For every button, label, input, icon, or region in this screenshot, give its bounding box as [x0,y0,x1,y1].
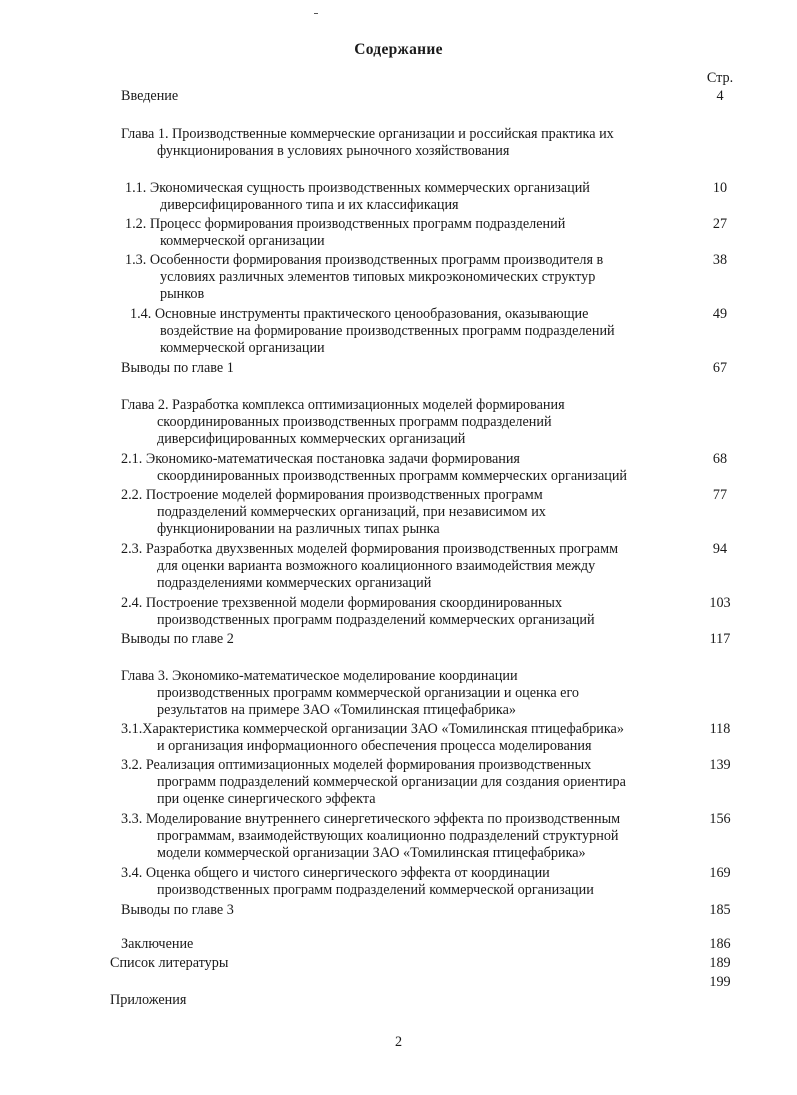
toc-conclusion-label[interactable]: Заключение [121,936,194,952]
toc-section-3-4[interactable] [121,865,594,899]
toc-page-2-3: 94 [712,541,728,557]
section-line: коммерческой организации [160,340,325,356]
section-line: функционировании на различных типах рынка [157,521,440,537]
toc-intro-page: 4 [716,88,724,104]
toc-page-3-4: 169 [709,865,731,881]
section-line: 3.2. Реализация оптимизационных моделей формирования производственных [121,757,592,773]
section-line: рынков [160,286,205,302]
section-line: 1.1. Экономическая сущность производственных коммерческих организаций [125,180,590,196]
section-line: производственных программ подразделений коммерческой организации [157,882,594,898]
section-line: 3.4. Оценка общего и чистого синергического эффекта от координации [121,865,550,881]
section-line: 3.1.Характеристика коммерческой организации ЗАО «Томилинская птицефабрика» [121,721,624,737]
toc-intro-label[interactable]: Введение [121,88,179,104]
toc-section-2-3[interactable] [121,541,618,592]
scan-mark [314,13,318,14]
section-line: 3.3. Моделирование внутреннего синергетического эффекта по производственным [121,811,621,827]
chapter-heading-line: функционирования в условиях рыночного хозяйствования [157,143,510,159]
page-number: 2 [394,1034,403,1050]
toc-appendix-label[interactable]: Приложения [110,992,187,1008]
toc-page-1-3: 38 [712,252,728,268]
chapter-1-heading[interactable] [121,126,614,160]
toc-section-2-2[interactable] [121,487,546,538]
toc-section-3-3[interactable] [121,811,620,862]
section-line: 1.3. Особенности формирования производственных программ производителя в [125,252,604,268]
section-line: 2.4. Построение трехзвенной модели формирования скоординированных [121,595,563,611]
toc-page-ch2-conclusion: 117 [709,631,731,647]
section-line: скоординированных производственных программ коммерческих организаций [157,468,628,484]
section-line: 2.2. Построение моделей формирования производственных программ [121,487,543,503]
toc-page-1-1: 10 [712,180,728,196]
chapter-2-heading[interactable] [121,397,565,448]
toc-chapter-3-conclusion[interactable]: Выводы по главе 3 [121,902,234,918]
section-line: и организация информационного обеспечения процесса моделирования [157,738,592,754]
toc-chapter-2-conclusion[interactable]: Выводы по главе 2 [121,631,234,647]
chapter-heading-line: Глава 2. Разработка комплекса оптимизационных моделей формирования [121,397,565,413]
section-line: при оценке синергического эффекта [157,791,376,807]
section-line: программ подразделений коммерческой организации для создания ориентира [157,774,626,790]
section-line: для оценки варианта возможного коалиционного взаимодействия между [157,558,596,574]
toc-page-bibliography: 189 [709,955,731,971]
chapter-3-heading[interactable] [121,668,579,719]
toc-bibliography-label[interactable]: Список литературы [110,955,229,971]
toc-section-1-1[interactable] [125,180,590,214]
section-line: коммерческой организации [160,233,325,249]
page-title: Содержание [354,41,443,58]
page-column-label: Стр. [706,70,734,86]
section-line: 1.4. Основные инструменты практического ценообразования, оказывающие [130,306,589,322]
section-line: 1.2. Процесс формирования производственных программ подразделений [125,216,566,232]
toc-page-2-2: 77 [712,487,728,503]
section-line: 2.1. Экономико-математическая постановка задачи формирования [121,451,520,467]
toc-section-1-2[interactable] [125,216,565,250]
toc-section-2-4[interactable] [121,595,595,629]
section-line: программам, взаимодействующих коалиционно подразделений структурной [157,828,619,844]
toc-page-ch3-conclusion: 185 [709,902,731,918]
toc-page-conclusion: 186 [709,936,731,952]
toc-page-1-4: 49 [712,306,728,322]
chapter-heading-line: скоординированных производственных программ подразделений [157,414,552,430]
section-line: воздействие на формирование производственных программ подразделений [160,323,615,339]
section-line: производственных программ подразделений коммерческих организаций [157,612,595,628]
toc-page-1-2: 27 [712,216,728,232]
chapter-heading-line: производственных программ коммерческой организации и оценка его [157,685,580,701]
section-line: подразделений коммерческих организаций, при независимом их [157,504,546,520]
chapter-heading-line: диверсифицированных коммерческих организаций [157,431,466,447]
toc-page-3-1: 118 [709,721,731,737]
toc-section-1-4[interactable] [130,306,615,357]
toc-section-2-1[interactable] [121,451,627,485]
section-line: условиях различных элементов типовых микроэкономических структур [160,269,596,285]
toc-chapter-1-conclusion[interactable]: Выводы по главе 1 [121,360,234,376]
toc-page-2-1: 68 [712,451,728,467]
toc-page-3-3: 156 [709,811,731,827]
chapter-heading-line: результатов на примере ЗАО «Томилинская птицефабрика» [157,702,516,718]
chapter-heading-line: Глава 1. Производственные коммерческие организации и российская практика их [121,126,614,142]
toc-page-ch1-conclusion: 67 [712,360,728,376]
section-line: подразделениями коммерческих организаций [157,575,432,591]
chapter-heading-line: Глава 3. Экономико-математическое моделирование координации [121,668,518,684]
toc-page-appendix: 199 [709,974,731,990]
section-line: модели коммерческой организации ЗАО «Томилинская птицефабрика» [157,845,586,861]
toc-section-3-2[interactable] [121,757,626,808]
section-line: диверсифицированного типа и их классификация [160,197,459,213]
toc-page-3-2: 139 [709,757,731,773]
toc-section-3-1[interactable] [121,721,624,755]
section-line: 2.3. Разработка двухзвенных моделей формирования производственных программ [121,541,619,557]
toc-page-2-4: 103 [709,595,731,611]
toc-section-1-3[interactable] [125,252,603,303]
